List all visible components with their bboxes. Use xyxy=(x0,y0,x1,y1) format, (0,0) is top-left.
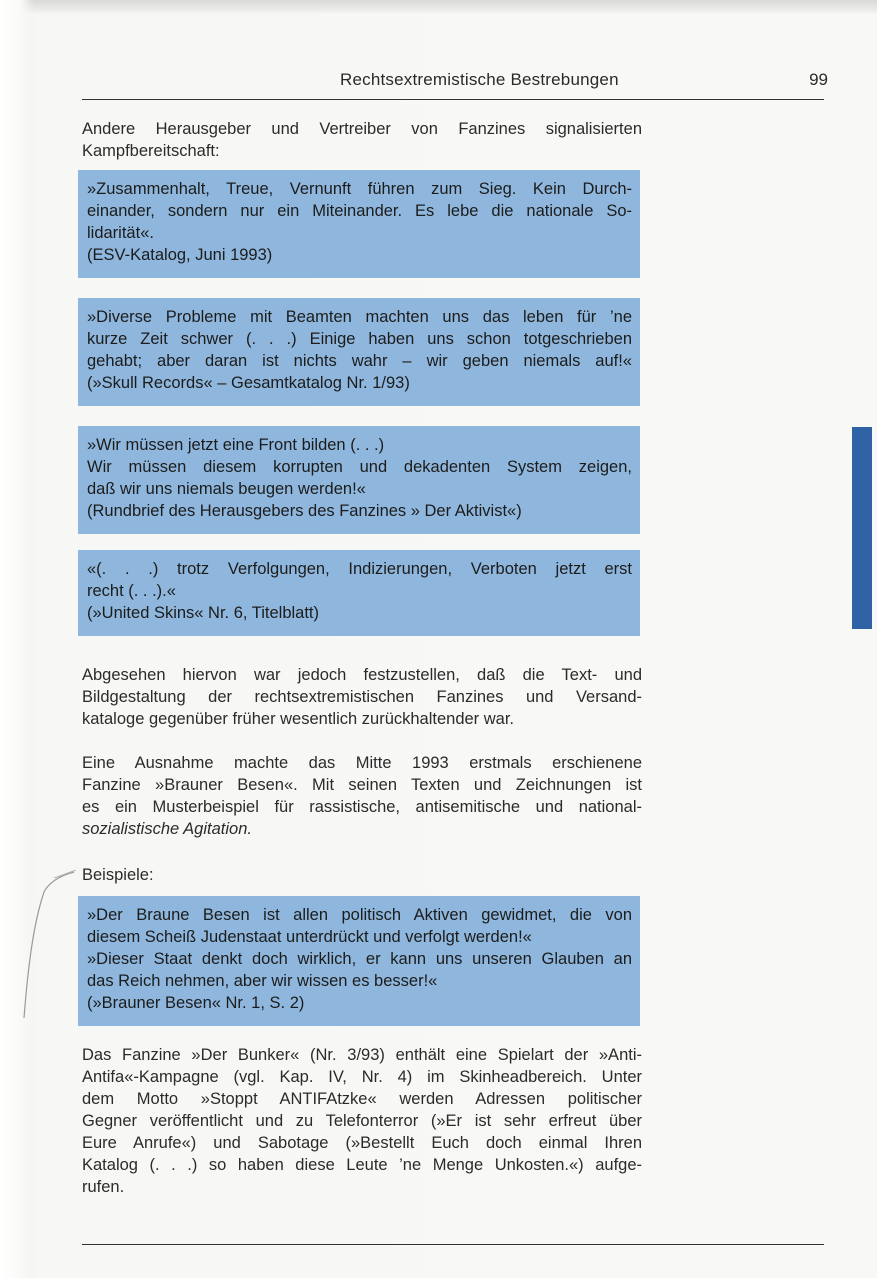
quote-line: Wir müssen diesem korrupten und dekadenten System zeigen, xyxy=(87,458,632,476)
page-left-margin xyxy=(0,0,34,1278)
paragraph-line: Antifa«-Kampagne (vgl. Kap. IV, Nr. 4) im Skinheadbereich. Unter xyxy=(82,1068,642,1086)
paragraph-bunker xyxy=(82,1044,642,1198)
binder-crease-mark xyxy=(18,870,78,1020)
quote-line: daß wir uns niemals beugen werden!« xyxy=(87,480,366,498)
paragraph-line: Bildgestaltung der rechtsextremistischen Fanzines und Versand- xyxy=(82,688,642,706)
quote-text xyxy=(87,306,632,394)
paragraph-line: dem Motto »Stoppt ANTIFAtzke« werden Adressen politischer xyxy=(82,1090,642,1108)
paragraph-line: Eine Ausnahme machte das Mitte 1993 erstmals erschienene xyxy=(82,754,642,772)
chapter-thumb-tab xyxy=(852,427,872,629)
beispiele-label: Beispiele: xyxy=(82,866,154,884)
page-top-shadow xyxy=(0,0,877,14)
quote-line: kurze Zeit schwer (. . .) Einige haben uns schon totgeschrieben xyxy=(87,330,632,348)
paragraph-line: sozialistische Agitation. xyxy=(82,820,252,838)
quote-line: »Dieser Staat denkt doch wirklich, er kann uns unseren Glauben an xyxy=(87,950,632,968)
intro-line: Andere Herausgeber und Vertreiber von Fanzines signalisierten xyxy=(82,120,642,138)
paragraph-line: Abgesehen hiervon war jedoch festzustellen, daß die Text- und xyxy=(82,666,642,684)
quote-box-skull-records xyxy=(78,298,640,406)
quote-source: (»United Skins« Nr. 6, Titelblatt) xyxy=(87,604,320,622)
paragraph-line: es ein Musterbeispiel für rassistische, antisemitische und national- xyxy=(82,798,642,816)
footer-rule xyxy=(82,1244,824,1245)
quote-text xyxy=(87,904,632,1014)
quote-line: »Diverse Probleme mit Beamten machten uns das leben für ’ne xyxy=(87,308,632,326)
page-number: 99 xyxy=(809,70,828,89)
paragraph-abgesehen xyxy=(82,664,642,730)
quote-box-united-skins xyxy=(78,550,640,636)
quote-text xyxy=(87,434,632,522)
paragraph-line: kataloge gegenüber früher wesentlich zurückhaltender war. xyxy=(82,710,515,728)
quote-box-esv xyxy=(78,170,640,278)
quote-line: gehabt; aber daran ist nichts wahr – wir geben niemals auf!« xyxy=(87,352,632,370)
quote-line: »Der Braune Besen ist allen politisch Aktiven gewidmet, die von xyxy=(87,906,632,924)
quote-box-brauner-besen xyxy=(78,896,640,1026)
paragraph-ausnahme xyxy=(82,752,642,840)
quote-line: das Reich nehmen, aber wir wissen es besser!« xyxy=(87,972,438,990)
quote-line: »Wir müssen jetzt eine Front bilden (. . .) xyxy=(87,436,385,454)
quote-line: «(. . .) trotz Verfolgungen, Indizierungen, Verboten jetzt erst xyxy=(87,560,632,578)
quote-line: »Zusammenhalt, Treue, Vernunft führen zum Sieg. Kein Durch- xyxy=(87,180,632,198)
quote-line: recht (. . .).« xyxy=(87,582,176,600)
quote-source: (Rundbrief des Herausgebers des Fanzines » Der Aktivist«) xyxy=(87,502,522,520)
paragraph-line: Gegner veröffentlicht und zu Telefonterror (»Er ist sehr erfreut über xyxy=(82,1112,642,1130)
paragraph-line: Katalog (. . .) so haben diese Leute ’ne Menge Unkosten.«) aufge- xyxy=(82,1156,642,1174)
quote-line: lidarität«. xyxy=(87,224,154,242)
paragraph-line: Das Fanzine »Der Bunker« (Nr. 3/93) enthält eine Spielart der »Anti- xyxy=(82,1046,642,1064)
quote-source: (ESV-Katalog, Juni 1993) xyxy=(87,246,273,264)
quote-line: einander, sondern nur ein Miteinander. Es lebe die nationale So- xyxy=(87,202,632,220)
header-rule xyxy=(82,99,824,100)
quote-source: (»Skull Records« – Gesamtkatalog Nr. 1/93) xyxy=(87,374,410,392)
intro-paragraph xyxy=(82,118,642,162)
paragraph-line: rufen. xyxy=(82,1178,125,1196)
paragraph-line: Fanzine »Brauner Besen«. Mit seinen Texten und Zeichnungen ist xyxy=(82,776,642,794)
quote-source: (»Brauner Besen« Nr. 1, S. 2) xyxy=(87,994,305,1012)
intro-line: Kampfbereitschaft: xyxy=(82,142,220,160)
paragraph-line: Eure Anrufe«) und Sabotage (»Bestellt Euch doch einmal Ihren xyxy=(82,1134,642,1152)
running-header-title: Rechtsextremistische Bestrebungen xyxy=(340,70,619,89)
quote-text xyxy=(87,178,632,266)
quote-line: diesem Scheiß Judenstaat unterdrückt und verfolgt werden!« xyxy=(87,928,532,946)
quote-text xyxy=(87,558,632,624)
quote-box-aktivist xyxy=(78,426,640,534)
